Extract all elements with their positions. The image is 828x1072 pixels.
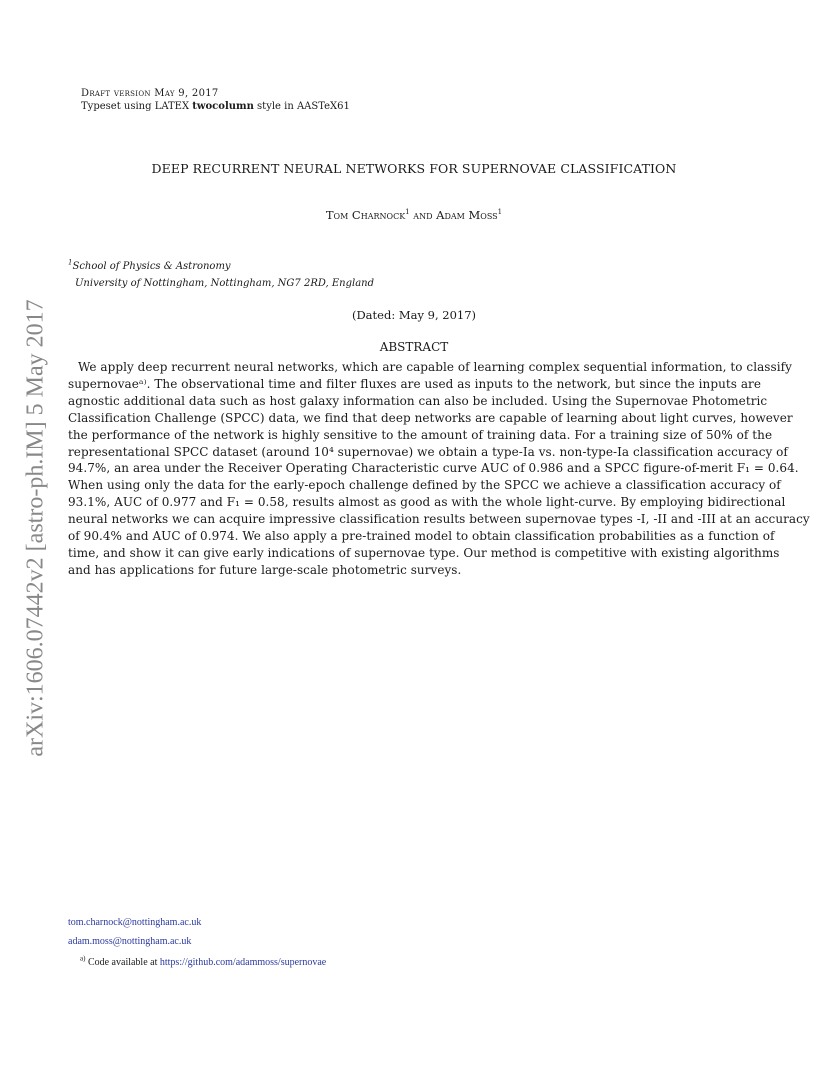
footnote-marker: a) <box>80 954 86 963</box>
affiliation-address: University of Nottingham, Nottingham, NG7 2RD, England <box>75 278 375 289</box>
authors <box>0 208 828 222</box>
abstract-line: We apply deep recurrent neural networks, which are capable of learning complex sequential information, to classify <box>78 360 792 374</box>
author-name: Tom Charnock <box>325 208 406 222</box>
footnote-text: Code available at <box>85 957 160 968</box>
github-link[interactable]: https://github.com/adammoss/supernovae <box>159 957 327 968</box>
abstract-line: 94.7%, an area under the Receiver Operating Characteristic curve AUC of 0.986 and a SPCC figure-of-merit F₁ = 0.64. <box>68 461 799 476</box>
affiliation-line <box>68 258 231 272</box>
paper-title: DEEP RECURRENT NEURAL NETWORKS FOR SUPERNOVAE CLASSIFICATION <box>151 161 677 176</box>
abstract-line: the performance of the network is highly sensitive to the amount of training data. For a training size of 50% of the <box>68 427 773 442</box>
abstract-line: of 90.4% and AUC of 0.974. We also apply a pre-trained model to obtain classification probabilities as a function of <box>68 529 775 544</box>
abstract-line: agnostic additional data such as host galaxy information can also be included. Using the Supernovae Photometric <box>68 393 768 408</box>
affiliation-school: School of Physics & Astronomy <box>72 261 231 272</box>
email-link[interactable]: tom.charnock@nottingham.ac.uk <box>68 917 202 928</box>
affiliation-mark: 1 <box>68 258 73 267</box>
draft-version: Draft version May 9, 2017 <box>81 88 219 99</box>
typeset-suffix: style in AASTeX61 <box>253 101 350 112</box>
arxiv-stamp: arXiv:1606.07442v2 [astro-ph.IM] 5 May 2017 <box>22 299 49 757</box>
dated-line: (Dated: May 9, 2017) <box>351 308 477 322</box>
abstract-line: 93.1%, AUC of 0.977 and F₁ = 0.58, results almost as good as with the whole light-curve. By employing bidirectional <box>68 495 786 510</box>
typeset-line <box>81 101 350 112</box>
affiliation-mark: 1 <box>405 208 410 217</box>
abstract-line: When using only the data for the early-epoch challenge defined by the SPCC we achieve a classification accuracy of <box>68 478 781 493</box>
abstract-body <box>68 359 810 579</box>
latex-logo: LATEX <box>154 101 190 112</box>
code-footnote <box>80 954 327 968</box>
abstract-line: and has applications for future large-scale photometric surveys. <box>68 562 462 577</box>
abstract-line: neural networks we can acquire impressive classification results between supernovae types -I, -II and -III at an accuracy <box>68 512 810 527</box>
abstract-heading: ABSTRACT <box>379 340 449 354</box>
typeset-prefix: Typeset using <box>81 101 155 112</box>
author-name: Adam Moss <box>436 208 498 222</box>
abstract-line: representational SPCC dataset (around 10⁴ supernovae) we obtain a type-Ia vs. non-type-Ia classification accuracy of <box>68 444 788 459</box>
abstract-line: supernovaeᵃ⁾. The observational time and filter fluxes are used as inputs to the network, but since the inputs are <box>68 376 761 391</box>
typeset-bold: twocolumn <box>192 101 254 112</box>
abstract-line: time, and show it can give early indications of supernovae type. Our method is competitive with existing algorithms <box>68 545 780 560</box>
affiliation-mark: 1 <box>497 208 503 217</box>
email-link[interactable]: adam.moss@nottingham.ac.uk <box>68 936 192 947</box>
author-and: and <box>409 208 437 222</box>
abstract-line: Classification Challenge (SPCC) data, we find that deep networks are capable of learning about light curves, however <box>68 410 793 425</box>
